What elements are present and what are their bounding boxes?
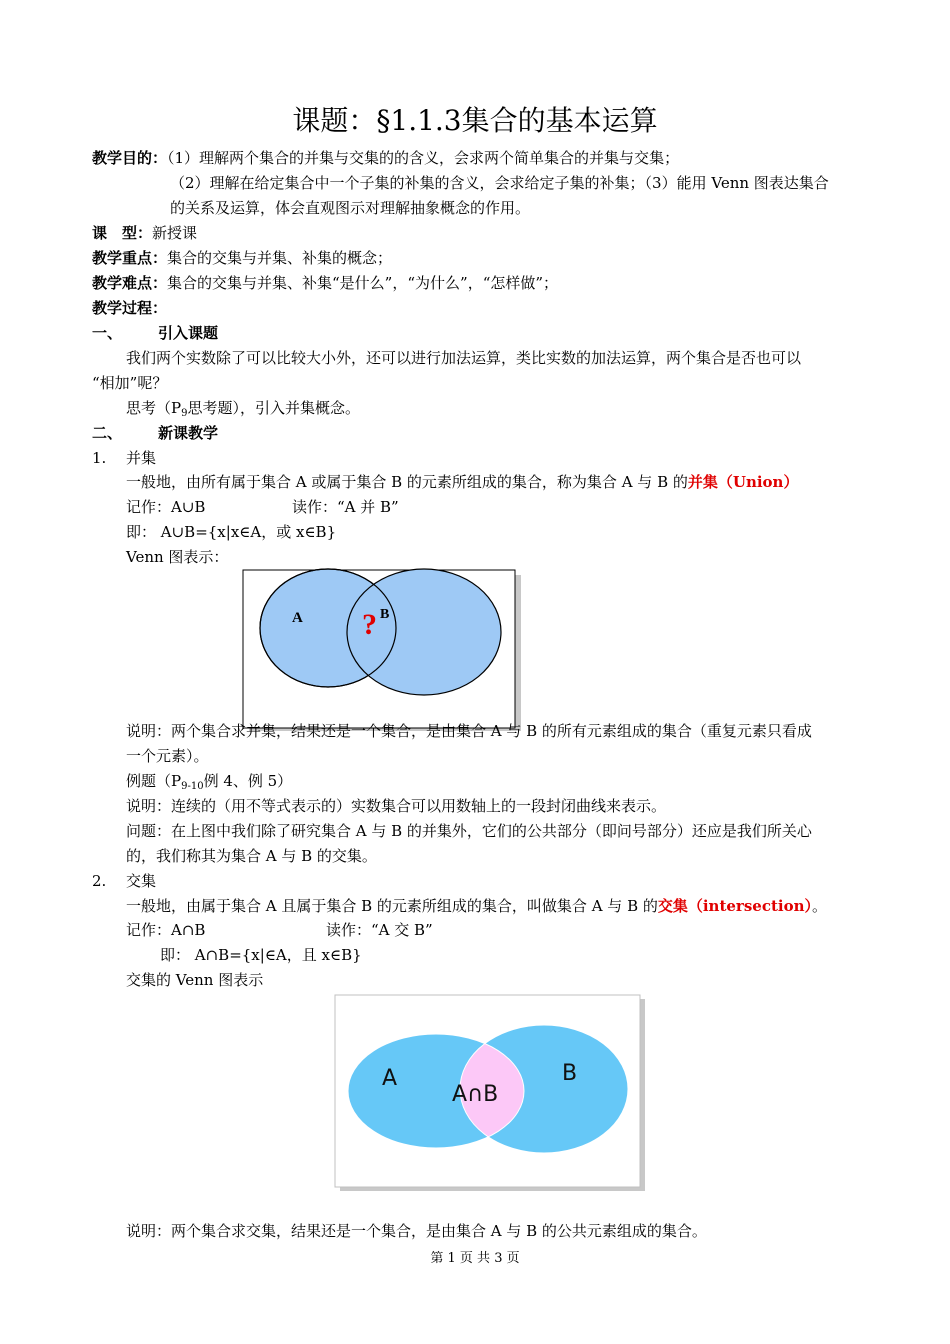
key-points-value: 集合的交集与并集、补集的概念；: [167, 249, 393, 267]
example-text-a: 例题（P: [126, 772, 182, 790]
section1-para1b: “相加”呢？: [92, 374, 168, 392]
union-label-a: A: [292, 610, 303, 626]
union-notation: 记作：A∪B: [126, 498, 206, 516]
example-text-b: 例 4、例 5）: [203, 772, 293, 790]
objectives-line2: （2）理解在给定集合中一个子集的补集的含义，会求给定子集的补集；（3）能用 Venn 图表达集合: [170, 174, 829, 192]
difficulties-value: 集合的交集与并集、补集“是什么”，“为什么”，“怎样做”；: [167, 274, 559, 292]
union-note1: 说明：两个集合求并集，结果还是一个集合，是由集合 A 与 B 的所有元素组成的集合（重复元素只看成: [126, 722, 812, 740]
intersection-venn-label: 交集的 Venn 图表示: [126, 971, 264, 989]
difficulties: [92, 273, 558, 293]
difficulties-label: 教学难点：: [92, 274, 168, 292]
union-question: 问题：在上图中我们除了研究集合 A 与 B 的并集外，它们的公共部分（即问号部分）还应是我们所关心: [126, 822, 812, 840]
course-type-label: 课 型：: [92, 224, 153, 242]
intersection-notation: 记作：A∩B: [126, 921, 206, 939]
page-footer: 第 1 页 共 3 页: [430, 1251, 520, 1266]
union-question-mark: ?: [362, 608, 377, 641]
objectives-line3: 的关系及运算，体会直观图示对理解抽象概念的作用。: [170, 199, 531, 217]
course-type-value: 新授课: [152, 224, 198, 242]
intersection-venn-diagram: [334, 993, 650, 1193]
think-text-a: 思考（P: [126, 399, 182, 417]
intersection-def-end: 。: [812, 897, 828, 915]
intersection-heading: 交集: [126, 872, 157, 890]
intersection-def-text: 一般地，由属于集合 A 且属于集合 B 的元素所组成的集合，叫做集合 A 与 B 的: [126, 897, 658, 915]
union-heading: 并集: [126, 449, 157, 467]
intersection-label-ab: A∩B: [452, 1082, 499, 1107]
union-number: 1.: [92, 449, 107, 467]
intersection-formula: 即： A∩B={x|∈A，且 x∈B}: [160, 946, 362, 964]
key-points-label: 教学重点：: [92, 249, 168, 267]
section1-para1: 我们两个实数除了可以比较大小外，还可以进行加法运算，类比实数的加法运算，两个集合是否也可以: [126, 349, 802, 367]
intersection-definition: [126, 896, 827, 916]
objectives-label: 教学目的：: [92, 149, 168, 167]
think-text-b: 思考题），引入并集概念。: [187, 399, 360, 417]
intersection-reading: 读作：“A 交 B”: [326, 921, 433, 939]
union-venn-diagram: [240, 566, 530, 734]
union-formula: 即： A∪B={x|x∈A，或 x∈B}: [126, 523, 337, 541]
intersection-label-a: A: [382, 1066, 398, 1091]
intersection-term: 交集（intersection）: [657, 897, 812, 915]
union-example: [126, 771, 292, 797]
objectives-block: [92, 148, 679, 168]
page-title: 课题：§1.1.3集合的基本运算: [292, 104, 658, 137]
union-definition: [126, 472, 798, 492]
key-points: [92, 248, 392, 268]
objectives-line1: （1）理解两个集合的并集与交集的的含义，会求两个简单集合的并集与交集；: [167, 149, 680, 167]
section2-number: 二、: [92, 424, 123, 442]
section2-title: 新课教学: [158, 424, 219, 442]
section1-think: [126, 398, 360, 424]
section1-number: 一、: [92, 324, 123, 342]
intersection-number: 2.: [92, 872, 107, 890]
union-venn-label: Venn 图表示：: [126, 548, 229, 566]
example-subscript: 9-10: [181, 781, 204, 792]
union-def-text: 一般地，由所有属于集合 A 或属于集合 B 的元素所组成的集合，称为集合 A 与 B 的: [126, 473, 688, 491]
section1-title: 引入课题: [158, 324, 219, 342]
think-subscript: 9: [181, 408, 188, 419]
intersection-label-b: B: [562, 1061, 578, 1086]
union-label-b: B: [380, 607, 390, 622]
union-question-b: 的，我们称其为集合 A 与 B 的交集。: [126, 847, 377, 865]
union-note2: 说明：连续的（用不等式表示的）实数集合可以用数轴上的一段封闭曲线来表示。: [126, 797, 667, 815]
process-label: 教学过程：: [92, 299, 168, 317]
union-term: 并集（Union）: [687, 473, 799, 491]
course-type: [92, 223, 197, 243]
union-reading: 读作：“A 并 B”: [292, 498, 399, 516]
intersection-note: 说明：两个集合求交集，结果还是一个集合，是由集合 A 与 B 的公共元素组成的集合。: [126, 1222, 707, 1240]
union-note1b: 一个元素）。: [126, 747, 209, 765]
